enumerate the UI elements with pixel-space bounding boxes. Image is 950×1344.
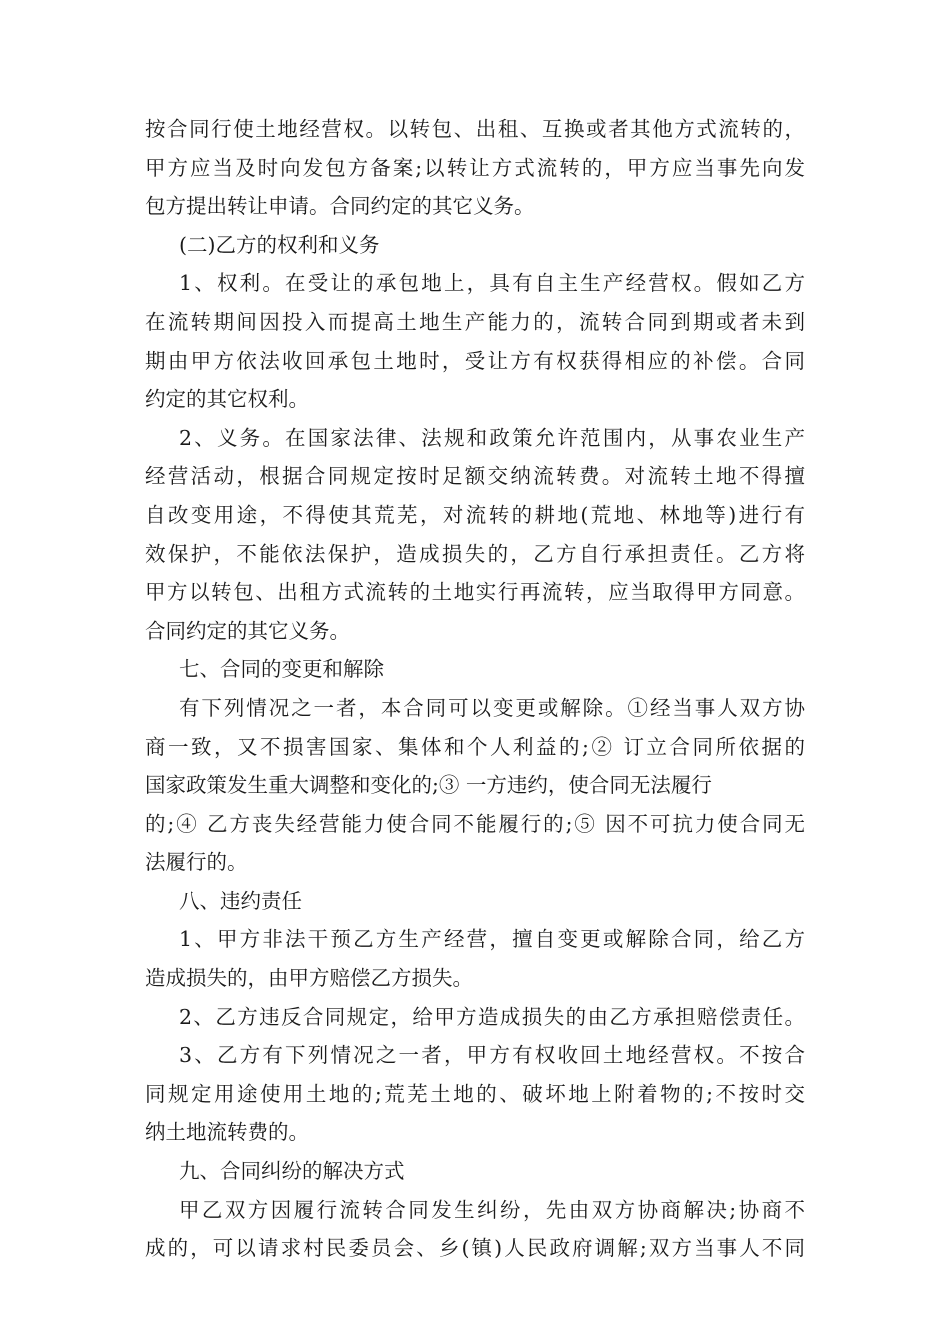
- text-line: 1、甲方非法干预乙方生产经营，擅自变更或解除合同，给乙方: [179, 927, 805, 952]
- text-line: 1、权利。在受让的承包地上，具有自主生产经营权。假如乙方: [179, 271, 805, 296]
- text-line: 造成损失的，由甲方赔偿乙方损失。: [145, 966, 473, 991]
- section-heading: 八、违约责任: [179, 888, 302, 913]
- text-line: 包方提出转让申请。合同约定的其它义务。: [145, 194, 535, 219]
- text-line: 效保护，不能依法保护，造成损失的，乙方自行承担责任。乙方将: [145, 541, 805, 566]
- text-line: 按合同行使土地经营权。以转包、出租、互换或者其他方式流转的，: [145, 117, 805, 141]
- text-line: 期由甲方依法收回承包土地时，受让方有权获得相应的补偿。合同: [145, 348, 805, 373]
- text-line: 国家政策发生重大调整和变化的;③ 一方违约，使合同无法履行: [145, 773, 712, 798]
- text-line: 自改变用途，不得使其荒芜，对流转的耕地(荒地、林地等)进行有: [145, 502, 805, 527]
- document-page: [145, 110, 805, 1268]
- text-line: 甲乙双方因履行流转合同发生纠纷，先由双方协商解决;协商不: [179, 1197, 805, 1222]
- text-line: 3、乙方有下列情况之一者，甲方有权收回土地经营权。不按合: [179, 1043, 805, 1068]
- section-heading: (二)乙方的权利和义务: [179, 232, 380, 257]
- text-line: 经营活动，根据合同规定按时足额交纳流转费。对流转土地不得擅: [145, 464, 805, 489]
- text-line: 2、乙方违反合同规定，给甲方造成损失的由乙方承担赔偿责任。: [179, 1004, 805, 1029]
- text-line: 的;④ 乙方丧失经营能力使合同不能履行的;⑤ 因不可抗力使合同无: [145, 811, 805, 836]
- section-heading: 九、合同纠纷的解决方式: [179, 1159, 405, 1184]
- text-line: 甲方应当及时向发包方备案;以转让方式流转的，甲方应当事先向发: [145, 155, 805, 180]
- text-line: 同规定用途使用土地的;荒芜土地的、破坏地上附着物的;不按时交: [145, 1081, 805, 1106]
- text-line: 2、义务。在国家法律、法规和政策允许范围内，从事农业生产: [179, 425, 805, 450]
- text-line: 甲方以转包、出租方式流转的土地实行再流转，应当取得甲方同意。: [145, 580, 805, 605]
- text-line: 合同约定的其它义务。: [145, 618, 350, 643]
- text-line: 法履行的。: [145, 850, 248, 875]
- section-heading: 七、合同的变更和解除: [179, 657, 384, 682]
- text-line: 约定的其它权利。: [145, 387, 309, 412]
- text-line: 纳土地流转费的。: [145, 1120, 309, 1145]
- text-line: 有下列情况之一者，本合同可以变更或解除。①经当事人双方协: [179, 695, 805, 720]
- text-line: 商一致，又不损害国家、集体和个人利益的;② 订立合同所依据的: [145, 734, 805, 759]
- text-line: 在流转期间因投入而提高土地生产能力的，流转合同到期或者未到: [145, 309, 805, 334]
- text-line: 成的，可以请求村民委员会、乡(镇)人民政府调解;双方当事人不同: [145, 1236, 805, 1261]
